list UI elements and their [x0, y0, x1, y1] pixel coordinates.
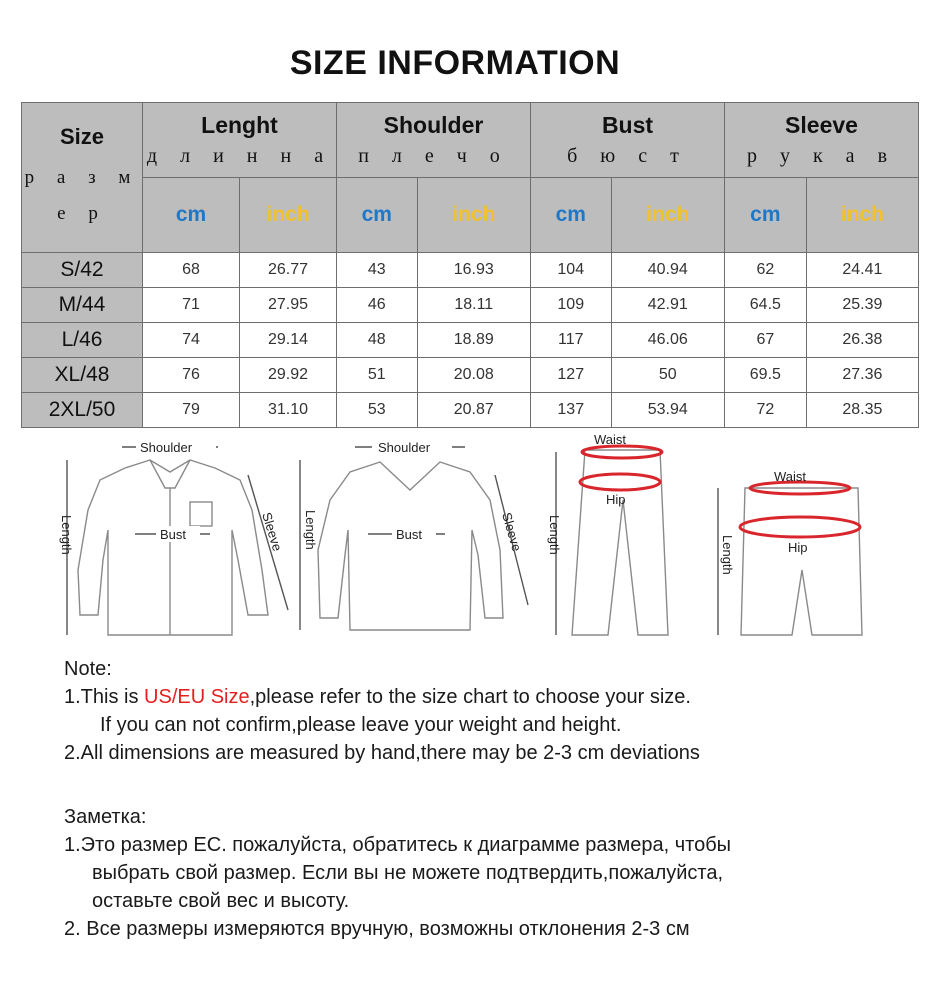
value-cell: 16.93	[417, 253, 530, 288]
value-cell: 40.94	[611, 253, 724, 288]
shorts-waist-label: Waist	[774, 469, 807, 484]
value-cell: 20.08	[417, 358, 530, 393]
table-row	[22, 393, 919, 428]
unit-cm: cm	[725, 178, 807, 253]
value-cell: 79	[143, 393, 240, 428]
note-ru-line-1-continuation-2: оставьте свой вес и высоту.	[92, 890, 350, 912]
notes-heading-ru: Заметка:	[64, 806, 147, 828]
shirt-pocket	[190, 502, 212, 526]
sleeve-column-header	[725, 103, 919, 178]
value-cell: 20.87	[417, 393, 530, 428]
shirt-bust-label: Bust	[160, 527, 187, 542]
size-cell: L/46	[22, 323, 143, 358]
sweater-shoulder-label: Shoulder	[378, 440, 431, 455]
shirt-shoulder-label: Shoulder	[140, 440, 193, 455]
value-cell: 48	[337, 323, 418, 358]
shorts-diagram	[718, 482, 862, 635]
shoulder-header-label: Shoulder	[383, 112, 484, 138]
value-cell: 109	[531, 288, 612, 323]
note-line-1-prefix: 1.This is	[64, 686, 145, 708]
value-cell: 26.77	[240, 253, 337, 288]
shoulder-header-label-ru: п л е ч о	[358, 145, 509, 167]
sweater-length-label: Length	[303, 510, 318, 550]
unit-inch: inch	[806, 178, 918, 253]
bust-header-label-ru: б ю с т	[567, 145, 688, 167]
size-cell: XL/48	[22, 358, 143, 393]
value-cell: 27.95	[240, 288, 337, 323]
value-cell: 137	[531, 393, 612, 428]
value-cell: 62	[725, 253, 807, 288]
hip-measure-ellipse	[580, 474, 660, 490]
sweater-bust-label: Bust	[396, 527, 423, 542]
note-ru-line-1-continuation-1: выбрать свой размер. Если вы не можете подтвердить,пожалуйста,	[92, 862, 724, 884]
bust-header-label: Bust	[601, 112, 654, 138]
note-ru-line-2: 2. Все размеры измеряются вручную, возможны отклонения 2-3 см	[64, 918, 690, 940]
value-cell: 127	[531, 358, 612, 393]
table-row	[22, 358, 919, 393]
pants-waist-label: Waist	[594, 432, 627, 447]
value-cell: 67	[725, 323, 807, 358]
value-cell: 104	[531, 253, 612, 288]
value-cell: 68	[143, 253, 240, 288]
value-cell: 42.91	[611, 288, 724, 323]
waist-measure-ellipse	[582, 446, 662, 458]
size-cell: S/42	[22, 253, 143, 288]
pants-length-label: Length	[547, 515, 562, 555]
shorts-length-label: Length	[720, 535, 735, 575]
value-cell: 74	[143, 323, 240, 358]
value-cell: 51	[337, 358, 418, 393]
value-cell: 46	[337, 288, 418, 323]
value-cell: 25.39	[806, 288, 918, 323]
notes-heading: Note:	[64, 658, 112, 680]
unit-inch: inch	[611, 178, 724, 253]
shorts-hip-label: Hip	[788, 540, 808, 555]
value-cell: 69.5	[725, 358, 807, 393]
note-line-1-suffix: ,please refer to the size chart to choose your size.	[249, 686, 691, 708]
size-table-header-row	[22, 103, 919, 178]
value-cell: 18.89	[417, 323, 530, 358]
size-table	[21, 102, 919, 428]
value-cell: 71	[143, 288, 240, 323]
table-row	[22, 288, 919, 323]
pants-hip-label: Hip	[606, 492, 626, 507]
note-line-1-continuation: If you can not confirm,please leave your weight and height.	[100, 714, 622, 736]
sleeve-header-label-ru: р у к а в	[746, 145, 897, 167]
value-cell: 26.38	[806, 323, 918, 358]
shirt-sleeve-label: Sleeve	[259, 510, 286, 553]
value-cell: 72	[725, 393, 807, 428]
unit-cm: cm	[143, 178, 240, 253]
value-cell: 53.94	[611, 393, 724, 428]
hip-measure-ellipse	[740, 517, 860, 537]
table-row	[22, 323, 919, 358]
unit-cm: cm	[337, 178, 418, 253]
value-cell: 31.10	[240, 393, 337, 428]
measurement-diagrams	[0, 430, 940, 650]
pants-diagram	[556, 446, 668, 635]
size-header-label-ru: р а з м е р	[24, 166, 140, 224]
value-cell: 24.41	[806, 253, 918, 288]
shorts-outline	[741, 488, 862, 635]
note-line-1	[64, 683, 924, 711]
unit-inch: inch	[417, 178, 530, 253]
shirt-length-label: Length	[59, 515, 74, 555]
value-cell: 53	[337, 393, 418, 428]
size-column-header	[22, 103, 143, 253]
size-cell: 2XL/50	[22, 393, 143, 428]
value-cell: 50	[611, 358, 724, 393]
unit-header-row	[22, 178, 919, 253]
table-row	[22, 253, 919, 288]
value-cell: 27.36	[806, 358, 918, 393]
length-header-label-ru: д л и н н а	[146, 145, 333, 167]
value-cell: 29.14	[240, 323, 337, 358]
value-cell: 29.92	[240, 358, 337, 393]
length-column-header	[143, 103, 337, 178]
value-cell: 46.06	[611, 323, 724, 358]
length-header-label: Lenght	[201, 112, 278, 138]
page-title: SIZE INFORMATION	[289, 44, 621, 82]
value-cell: 117	[531, 323, 612, 358]
notes-section	[64, 655, 924, 943]
note-line-2: 2.All dimensions are measured by hand,there may be 2-3 cm deviations	[64, 742, 700, 764]
unit-inch: inch	[240, 178, 337, 253]
sweater-outline	[318, 462, 503, 630]
value-cell: 76	[143, 358, 240, 393]
us-eu-size-highlight: US/EU Size	[144, 686, 250, 708]
sleeve-header-label: Sleeve	[785, 112, 858, 138]
shirt-outline	[78, 460, 268, 635]
value-cell: 43	[337, 253, 418, 288]
value-cell: 28.35	[806, 393, 918, 428]
note-ru-line-1: 1.Это размер ЕС. пожалуйста, обратитесь к диаграмме размера, чтобы	[64, 834, 732, 856]
unit-cm: cm	[531, 178, 612, 253]
sweater-sleeve-label: Sleeve	[499, 510, 525, 554]
value-cell: 64.5	[725, 288, 807, 323]
bust-column-header	[531, 103, 725, 178]
size-header-label: Size	[59, 123, 105, 149]
value-cell: 18.11	[417, 288, 530, 323]
shoulder-column-header	[337, 103, 531, 178]
size-cell: M/44	[22, 288, 143, 323]
